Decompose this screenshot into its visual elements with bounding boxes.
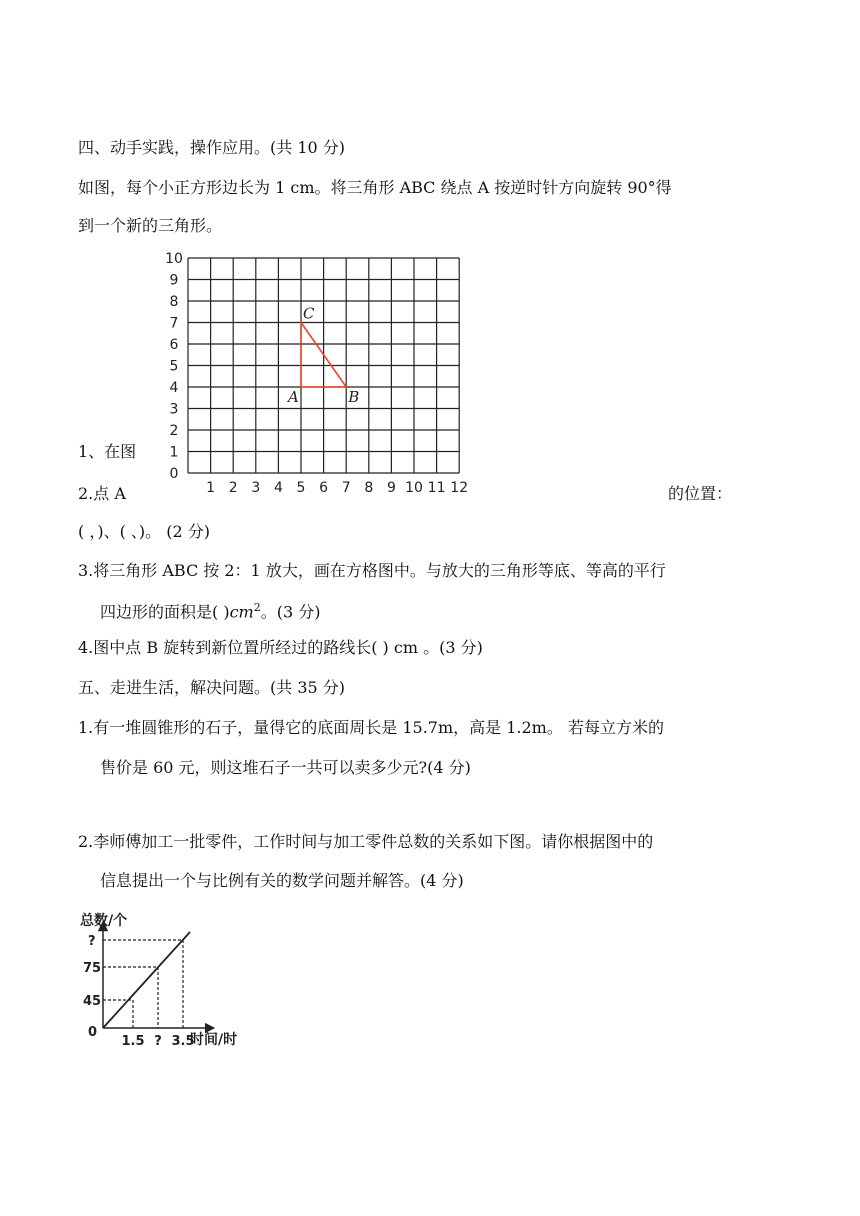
grid-x-ticks (206, 480, 468, 496)
problem-2-line1: 2.李师傅加工一批零件，工作时间与加工零件总数的关系如下图。请你根据图中的 (78, 832, 654, 851)
grid-x-tick: 8 (364, 480, 374, 496)
section5-heading: 五、走进生活，解决问题。(共 35 分) (78, 678, 346, 697)
question-1-partial: 1、在图 (78, 442, 137, 461)
problem-intro-line2: 到一个新的三角形。 (78, 216, 223, 235)
grid-x-tick: 4 (273, 480, 283, 496)
question-2-answer: ( ，)、( 、)。 (2 分) (78, 522, 210, 541)
grid-y-tick: 1 (169, 444, 179, 461)
question-3-line2 (100, 596, 320, 624)
grid-x-tick: 10 (405, 480, 423, 496)
x-axis-label: 时间/时 (190, 1032, 238, 1048)
grid-y-tick: 0 (169, 466, 179, 482)
x-tick-1-5: 1.5 (121, 1034, 145, 1049)
grid-y-tick: 2 (169, 423, 179, 439)
grid-y-tick: 3 (169, 401, 179, 418)
grid-y-tick: 4 (169, 380, 179, 396)
grid-y-tick: 10 (165, 251, 183, 267)
grid-x-tick: 7 (341, 480, 351, 496)
grid-figure (160, 250, 478, 498)
point-c-label: C (303, 304, 315, 323)
proportion-line (103, 932, 190, 1028)
grid-y-tick: 7 (169, 315, 179, 332)
work-time-graph (78, 908, 268, 1050)
problem-1-line1: 1.有一堆圆锥形的石子，量得它的底面周长是 15.7m，高是 1.2m。 若每立方米的 (78, 718, 664, 737)
y-axis-label: 总数/个 (80, 913, 128, 929)
grid-y-tick: 8 (169, 294, 179, 310)
question-3-area-text: 四边形的面积是( ) (100, 602, 230, 622)
grid-y-tick: 9 (169, 272, 179, 289)
grid-x-tick: 5 (296, 480, 306, 496)
x-tick-unknown: ? (154, 1034, 162, 1049)
problem-2-line2: 信息提出一个与比例有关的数学问题并解答。(4 分) (100, 871, 464, 890)
grid-y-tick: 6 (169, 337, 179, 353)
grid-x-tick: 12 (450, 480, 469, 496)
question-3-points: 。(3 分) (260, 602, 321, 622)
grid-y-tick: 5 (169, 358, 179, 375)
y-tick-75: 75 (83, 961, 102, 976)
grid-lines (188, 258, 459, 473)
problem-1-line2: 售价是 60 元，则这堆石子一共可以卖多少元?(4 分) (100, 758, 471, 777)
unit-cm: cm (229, 602, 254, 622)
question-2-end: 的位置： (668, 484, 733, 503)
grid-x-tick: 2 (228, 480, 238, 496)
unit-superscript: 2 (253, 601, 261, 614)
grid-x-tick: 11 (427, 480, 446, 496)
point-a-label: A (288, 388, 299, 406)
grid-x-tick: 3 (251, 480, 261, 496)
question-3-line1: 3.将三角形 ABC 按 2：1 放大，画在方格图中。与放大的三角形等底、等高的平行 (78, 561, 666, 580)
y-tick-45: 45 (83, 994, 102, 1009)
question-4: 4.图中点 B 旋转到新位置所经过的路线长( ) cm 。(3 分) (78, 638, 483, 657)
grid-y-ticks (165, 251, 183, 482)
y-tick-unknown: ? (88, 934, 96, 949)
problem-intro-line1: 如图，每个小正方形边长为 1 cm。将三角形 ABC 绕点 A 按逆时针方向旋转 90°得 (78, 178, 672, 197)
grid-x-tick: 1 (206, 480, 216, 496)
grid-x-tick: 6 (319, 480, 329, 496)
origin-label: 0 (88, 1025, 98, 1040)
point-b-label: B (348, 388, 360, 406)
x-tick-3-5: 3.5 (171, 1034, 195, 1049)
section4-heading: 四、动手实践，操作应用。(共 10 分) (78, 138, 346, 157)
question-2-start: 2.点 A (78, 484, 126, 503)
grid-x-tick: 9 (386, 480, 396, 496)
